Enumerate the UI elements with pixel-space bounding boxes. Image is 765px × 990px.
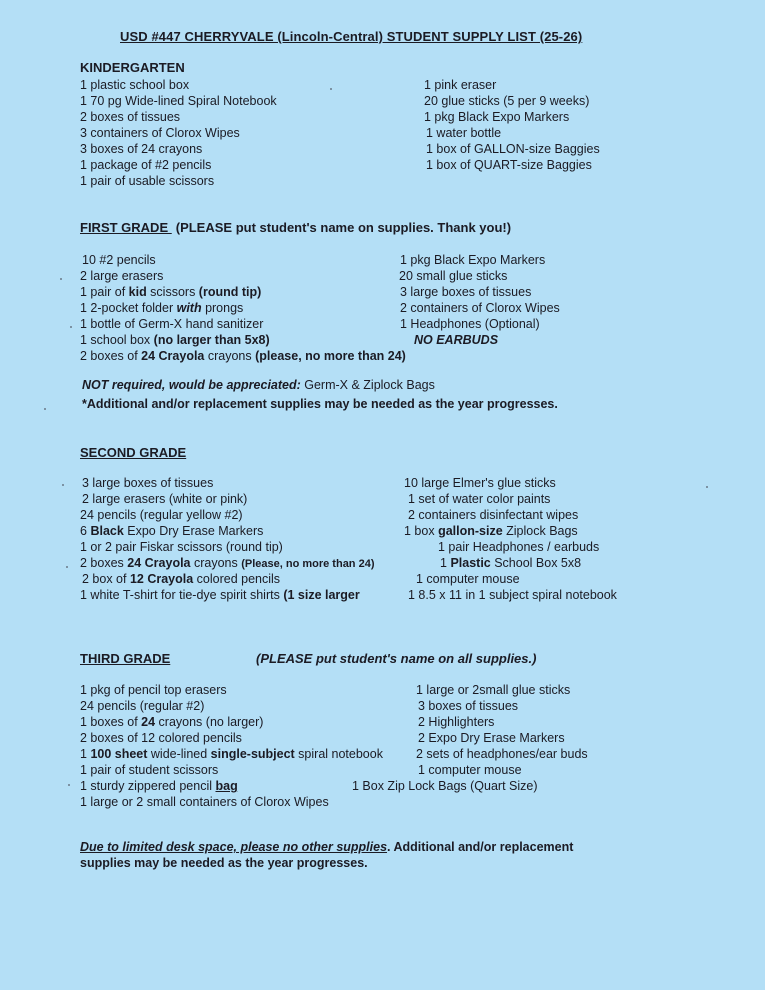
g2-right-item: 1 8.5 x 11 in 1 subject spiral notebook xyxy=(408,588,617,602)
g3-item: 1 sturdy zippered pencil bag xyxy=(80,779,238,793)
g2-right-item: 1 computer mouse xyxy=(416,572,520,586)
scan-speck xyxy=(68,784,70,786)
k-left-item: 1 70 pg Wide-lined Spiral Notebook xyxy=(80,94,277,108)
footer-note-line2: supplies may be needed as the year progresses. xyxy=(80,856,368,870)
g3-item: 1 pkg of pencil top erasers xyxy=(80,683,227,697)
g2-item: 1 or 2 pair Fiskar scissors (round tip) xyxy=(80,540,283,554)
first-grade-heading: FIRST GRADE xyxy=(80,220,172,235)
k-left-item: 1 pair of usable scissors xyxy=(80,174,215,188)
g1-right-item: 20 small glue sticks xyxy=(399,269,508,283)
g1-right-item: 1 pkg Black Expo Markers xyxy=(400,253,546,267)
g3-right-item: 1 computer mouse xyxy=(418,763,522,777)
g2-right-item: 1 set of water color paints xyxy=(408,492,551,506)
scan-speck xyxy=(706,486,708,488)
g1-right-item: 1 Headphones (Optional) xyxy=(400,317,540,331)
first-grade-note: (PLEASE put student's name on supplies. Thank you!) xyxy=(175,220,512,235)
k-left-item: 2 boxes of tissues xyxy=(80,110,181,124)
k-left-item: 3 containers of Clorox Wipes xyxy=(80,126,240,140)
page-title: USD #447 CHERRYVALE (Lincoln-Central) STUDENT SUPPLY LIST (25-26) xyxy=(120,29,583,44)
kindergarten-heading: KINDERGARTEN xyxy=(80,60,185,75)
g3-right-item: 2 Highlighters xyxy=(418,715,495,729)
g2-item: 2 boxes 24 Crayola crayons (Please, no more than 24) xyxy=(80,556,375,570)
g3-right-item: 3 boxes of tissues xyxy=(418,699,519,713)
g2-item: 24 pencils (regular yellow #2) xyxy=(80,508,243,522)
k-left-item: 1 package of #2 pencils xyxy=(80,158,212,172)
g3-right-item: 2 sets of headphones/ear buds xyxy=(416,747,588,761)
g1-item: 1 bottle of Germ-X hand sanitizer xyxy=(80,317,264,331)
g3-item: 24 pencils (regular #2) xyxy=(80,699,205,713)
g2-right-item: 1 box gallon-size Ziplock Bags xyxy=(404,524,578,538)
third-grade-note: (PLEASE put student's name on all supplies.) xyxy=(256,651,537,666)
third-grade-heading: THIRD GRADE xyxy=(80,651,171,666)
k-left-item: 3 boxes of 24 crayons xyxy=(80,142,203,156)
g2-item: 2 box of 12 Crayola colored pencils xyxy=(82,572,281,586)
g2-right-item: 1 Plastic School Box 5x8 xyxy=(440,556,582,570)
g1-item: 2 boxes of 24 Crayola crayons (please, no more than 24) xyxy=(80,349,406,363)
g2-item: 3 large boxes of tissues xyxy=(82,476,214,490)
g1-item: 1 2-pocket folder with prongs xyxy=(80,301,244,315)
g3-right-item: 1 large or 2small glue sticks xyxy=(416,683,571,697)
g3-item: 1 100 sheet wide-lined single-subject spiral notebook xyxy=(80,747,383,761)
footer-note: Due to limited desk space, please no other supplies. Additional and/or replacement xyxy=(80,840,574,854)
g3-item: 1 large or 2 small containers of Clorox Wipes xyxy=(80,795,329,809)
scan-speck xyxy=(330,88,332,90)
k-right-item: 1 pink eraser xyxy=(424,78,497,92)
k-right-item: 1 box of QUART-size Baggies xyxy=(426,158,592,172)
g3-right-item: 2 Expo Dry Erase Markers xyxy=(418,731,565,745)
g1-item: 10 #2 pencils xyxy=(82,253,156,267)
g2-right-item: 10 large Elmer's glue sticks xyxy=(404,476,556,490)
g2-item: 6 Black Expo Dry Erase Markers xyxy=(80,524,264,538)
g1-additional-note: *Additional and/or replacement supplies may be needed as the year progresses. xyxy=(82,397,558,411)
g1-right-item: 3 large boxes of tissues xyxy=(400,285,532,299)
g2-right-item: 1 pair Headphones / earbuds xyxy=(438,540,600,554)
second-grade-heading: SECOND GRADE xyxy=(80,445,187,460)
g1-right-item: 2 containers of Clorox Wipes xyxy=(400,301,560,315)
first-grade-heading-row xyxy=(80,220,511,235)
g2-item: 2 large erasers (white or pink) xyxy=(82,492,248,506)
scan-speck xyxy=(60,278,62,280)
g1-no-earbuds: NO EARBUDS xyxy=(414,333,499,347)
g3-item: 1 pair of student scissors xyxy=(80,763,219,777)
k-left-item: 1 plastic school box xyxy=(80,78,190,92)
g1-item: 1 school box (no larger than 5x8) xyxy=(80,333,270,347)
g3-item: 1 boxes of 24 crayons (no larger) xyxy=(80,715,264,729)
k-right-item: 1 box of GALLON-size Baggies xyxy=(426,142,600,156)
g3-item: 2 boxes of 12 colored pencils xyxy=(80,731,242,745)
g1-not-required: NOT required, would be appreciated: Germ-X & Ziplock Bags xyxy=(82,378,435,392)
scan-speck xyxy=(44,408,46,410)
g1-item: 1 pair of kid scissors (round tip) xyxy=(80,285,262,299)
g2-right-item: 2 containers disinfectant wipes xyxy=(408,508,579,522)
g2-item: 1 white T-shirt for tie-dye spirit shirts (1 size larger xyxy=(80,588,360,602)
k-right-item: 20 glue sticks (5 per 9 weeks) xyxy=(424,94,590,108)
k-right-item: 1 pkg Black Expo Markers xyxy=(424,110,570,124)
scan-speck xyxy=(66,566,68,568)
g1-item: 2 large erasers xyxy=(80,269,164,283)
g3-right-item: 1 Box Zip Lock Bags (Quart Size) xyxy=(352,779,538,793)
scan-speck xyxy=(62,484,64,486)
scan-speck xyxy=(70,326,72,328)
k-right-item: 1 water bottle xyxy=(426,126,502,140)
